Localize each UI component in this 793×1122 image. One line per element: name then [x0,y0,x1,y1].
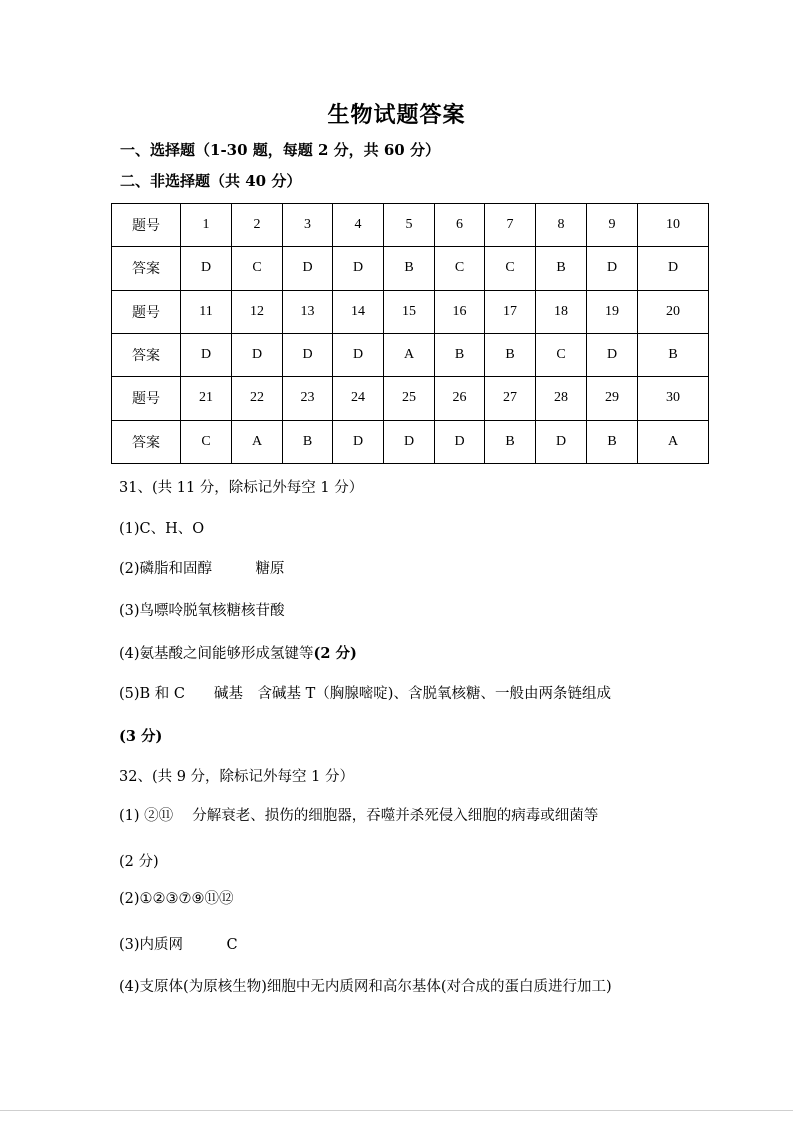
q31-answer-4 [119,642,357,663]
row-label: 题号 [112,377,181,420]
q31-answer-5: (5)B 和 C 碱基 含碱基 T（胸腺嘧啶)、含脱氧核糖、一般由两条链组成 [119,686,611,702]
table-cell: 24 [333,377,384,420]
table-cell: D [181,247,232,290]
row-label: 答案 [112,420,181,463]
table-cell: 18 [536,290,587,333]
page-bottom-divider [0,1110,793,1111]
table-cell: 27 [485,377,536,420]
table-row [112,377,709,420]
q31-answer-2: (2)磷脂和固醇 糖原 [119,561,285,577]
table-cell: 1 [181,204,232,247]
q32-answer-3: (3)内质网 C [119,937,238,953]
q31-answer-4-score: (2 分) [313,645,357,662]
table-cell: D [283,247,333,290]
table-cell: A [232,420,283,463]
table-cell: D [435,420,485,463]
table-row [112,333,709,376]
table-cell: 8 [536,204,587,247]
table-cell: D [587,333,638,376]
table-cell: 7 [485,204,536,247]
table-row [112,247,709,290]
table-cell: 6 [435,204,485,247]
q32-answer-4: (4)支原体(为原核生物)细胞中无内质网和高尔基体(对合成的蛋白质进行加工) [119,979,612,995]
q31-header: 31、(共 11 分，除标记外每空 1 分） [119,480,364,496]
answer-table [111,203,709,464]
q31-answer-4-text: (4)氨基酸之间能够形成氢键等 [119,646,314,662]
q32-answer-2: (2)①②③⑦⑨⑪⑫ [119,891,234,907]
table-cell: 14 [333,290,384,333]
table-cell: 29 [587,377,638,420]
table-cell: D [384,420,435,463]
table-cell: 13 [283,290,333,333]
q31-answer-5-score: (3 分) [119,728,163,745]
q32-answer-1: (1) ②⑪ 分解衰老、损伤的细胞器，吞噬并杀死侵入细胞的病毒或细菌等 [119,808,599,824]
table-cell: B [485,420,536,463]
table-cell: D [283,333,333,376]
table-cell: 11 [181,290,232,333]
table-cell: D [232,333,283,376]
table-cell: 17 [485,290,536,333]
table-cell: D [333,247,384,290]
table-cell: B [283,420,333,463]
q32-answer-1-score: (2 分) [119,854,159,870]
table-cell: C [485,247,536,290]
table-cell: 16 [435,290,485,333]
table-cell: D [333,333,384,376]
row-label: 题号 [112,204,181,247]
table-cell: 9 [587,204,638,247]
table-cell: C [181,420,232,463]
table-cell: 20 [638,290,709,333]
q31-answer-1: (1)C、H、O [119,521,205,537]
table-cell: D [333,420,384,463]
table-cell: 25 [384,377,435,420]
table-cell: 5 [384,204,435,247]
section-non-choice-heading: 二、非选择题（共 40 分） [120,172,302,190]
row-label: 答案 [112,333,181,376]
table-row [112,290,709,333]
table-cell: 26 [435,377,485,420]
table-cell: D [638,247,709,290]
q32-header: 32、(共 9 分，除标记外每空 1 分） [119,769,354,785]
table-cell: B [638,333,709,376]
table-row [112,420,709,463]
table-cell: B [485,333,536,376]
table-cell: 15 [384,290,435,333]
table-cell: D [181,333,232,376]
table-cell: C [435,247,485,290]
table-cell: 19 [587,290,638,333]
table-cell: C [232,247,283,290]
table-cell: 22 [232,377,283,420]
table-cell: A [638,420,709,463]
table-cell: B [384,247,435,290]
q31-answer-3: (3)鸟嘌呤脱氧核糖核苷酸 [119,603,285,619]
table-cell: 30 [638,377,709,420]
page-title: 生物试题答案 [327,102,466,128]
row-label: 题号 [112,290,181,333]
table-cell: 10 [638,204,709,247]
table-cell: 12 [232,290,283,333]
table-cell: B [536,247,587,290]
table-row [112,204,709,247]
table-cell: 28 [536,377,587,420]
table-cell: 23 [283,377,333,420]
table-cell: 3 [283,204,333,247]
row-label: 答案 [112,247,181,290]
table-cell: B [587,420,638,463]
table-cell: A [384,333,435,376]
table-cell: C [536,333,587,376]
section-multiple-choice-heading: 一、选择题（1-30 题，每题 2 分，共 60 分） [120,141,440,159]
table-cell: D [536,420,587,463]
table-cell: B [435,333,485,376]
table-cell: 2 [232,204,283,247]
table-cell: 4 [333,204,384,247]
table-cell: 21 [181,377,232,420]
table-cell: D [587,247,638,290]
